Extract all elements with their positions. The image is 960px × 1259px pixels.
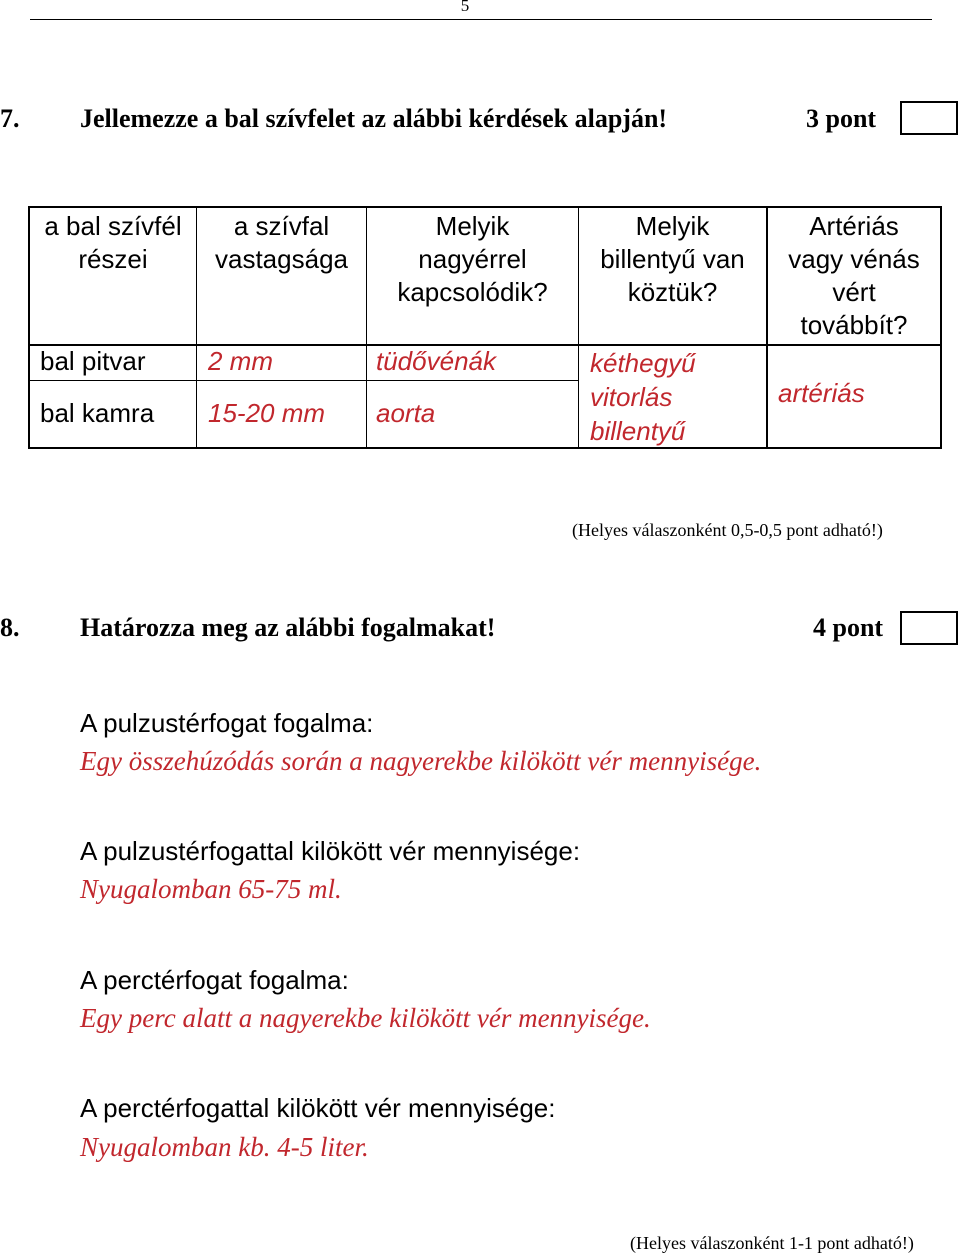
definition-label: A perctérfogattal kilökött vér mennyisége:: [80, 1093, 556, 1123]
header-line: kapcsolódik?: [397, 277, 548, 307]
row-1-vessel-answer: tüdővénák: [376, 346, 496, 376]
definition-label: A pulzustérfogat fogalma:: [80, 708, 374, 738]
blood-type-answer: artériás: [778, 378, 865, 408]
valve-answer-line: kéthegyű: [590, 348, 696, 378]
header-cell-vessel: [367, 210, 578, 309]
page-number: 5: [460, 0, 470, 15]
header-cell-thickness: [197, 210, 366, 276]
header-line: nagyérrel: [418, 244, 527, 274]
row-2-part: bal kamra: [40, 398, 155, 428]
header-line: a bal szívfél: [44, 211, 182, 241]
question-7-points: 3 pont: [806, 104, 877, 133]
table-border-right: [940, 206, 942, 449]
definition-answer: Nyugalomban 65-75 ml.: [80, 874, 342, 904]
row-2-vessel-answer: aorta: [376, 398, 436, 428]
question-7-scoring-note: (Helyes válaszonként 0,5-0,5 pont adható!): [572, 520, 883, 540]
header-line: Artériás: [809, 211, 899, 241]
q7-table: [0, 0, 960, 460]
header-cell-blood: [768, 210, 940, 342]
header-line: részei: [78, 244, 148, 274]
valve-answer: [590, 346, 696, 448]
question-8-number: 8.: [0, 613, 20, 642]
table-row-separator: [28, 380, 578, 381]
header-line: billentyű van: [600, 244, 745, 274]
header-line: vért: [832, 277, 876, 307]
header-line: vagy vénás: [788, 244, 920, 274]
question-8-title: Határozza meg az alábbi fogalmakat!: [80, 613, 496, 642]
table-header-separator-last: [766, 344, 942, 346]
definition-answer: Egy összehúzódás során a nagyerekbe kilökött vér mennyisége.: [80, 746, 762, 776]
header-line: Melyik: [635, 211, 710, 241]
question-7-number: 7.: [0, 104, 20, 133]
header-cell-valve: [579, 210, 766, 309]
definition-label: A perctérfogat fogalma:: [80, 965, 349, 995]
question-8-points: 4 pont: [813, 613, 884, 642]
header-line: köztük?: [627, 277, 718, 307]
header-line: vastagsága: [215, 244, 348, 274]
row-2-thickness-answer: 15-20 mm: [208, 398, 326, 428]
table-border-top: [28, 206, 942, 208]
question-8-scoring-note: (Helyes válaszonként 1-1 pont adható!): [630, 1233, 914, 1253]
header-line: Melyik: [435, 211, 510, 241]
header-cell-parts: [30, 210, 196, 276]
question-7-title: Jellemezze a bal szívfelet az alábbi kérdések alapján!: [80, 104, 668, 133]
row-1-part: bal pitvar: [40, 346, 146, 376]
header-line: továbbít?: [800, 310, 908, 340]
row-1-thickness-answer: 2 mm: [208, 346, 273, 376]
definition-label: A pulzustérfogattal kilökött vér mennyisége:: [80, 836, 581, 866]
definition-answer: Nyugalomban kb. 4-5 liter.: [80, 1132, 369, 1162]
question-8-score-box[interactable]: [900, 611, 958, 645]
valve-answer-line: billentyű: [590, 416, 686, 446]
definition-answer: Egy perc alatt a nagyerekbe kilökött vér mennyisége.: [80, 1003, 651, 1033]
valve-answer-line: vitorlás: [590, 382, 673, 412]
header-line: a szívfal: [233, 211, 330, 241]
table-border-bottom: [28, 447, 942, 449]
